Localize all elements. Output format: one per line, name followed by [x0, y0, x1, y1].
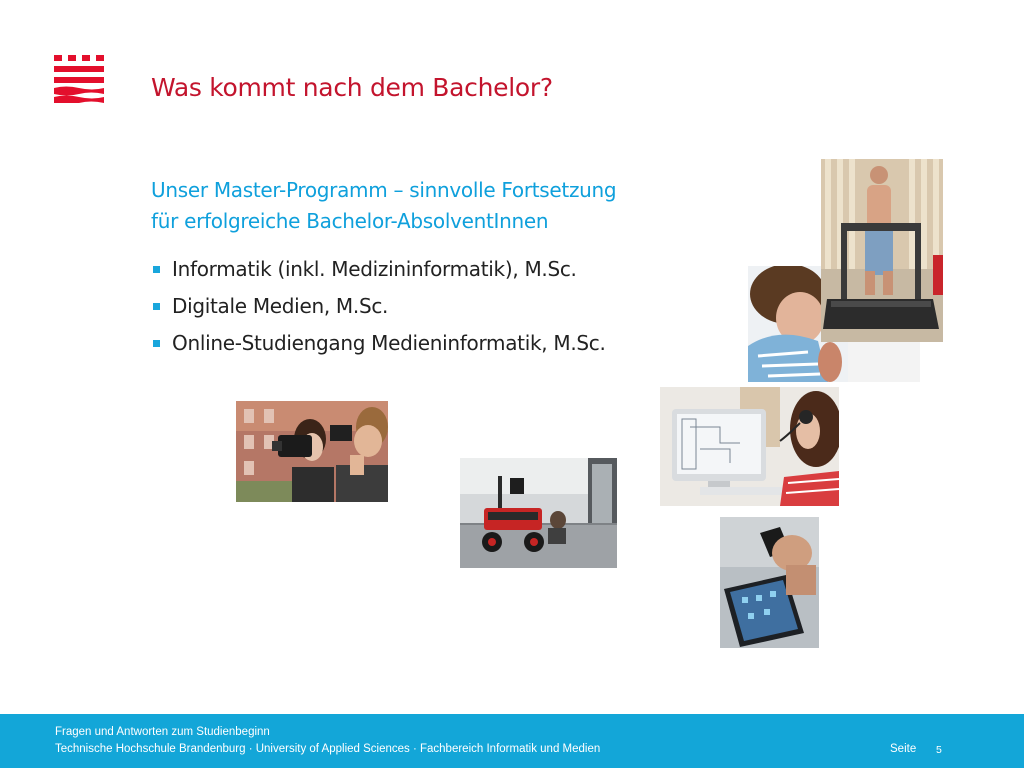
slide-title: Was kommt nach dem Bachelor? [151, 73, 553, 102]
slide-subtitle [151, 175, 711, 237]
list-item-label: Online-Studiengang Medieninformatik, M.Sc. [172, 331, 606, 355]
phone-tablet-photo [720, 517, 819, 648]
university-logo [54, 55, 104, 103]
list-item [151, 331, 606, 368]
footer-event-title: Fragen und Antworten zum Studienbeginn [55, 726, 270, 738]
list-item-label: Informatik (inkl. Medizininformatik), M.Sc. [172, 257, 577, 281]
footer-page-label: Seite [890, 743, 917, 755]
robot-photo [460, 458, 617, 568]
list-item [151, 294, 606, 331]
subtitle-line: Unser Master-Programm – sinnvolle Fortsetzung [151, 178, 617, 202]
bullet-square-icon [153, 340, 160, 347]
crenellation-logo-icon [54, 55, 104, 103]
slide-footer [0, 714, 1024, 768]
footer-institution: Technische Hochschule Brandenburg · University of Applied Sciences · Fachbereich Informatik und Medien [55, 743, 601, 755]
subtitle-line: für erfolgreiche Bachelor-AbsolventInnen [151, 209, 549, 233]
video-camera-photo [236, 401, 388, 502]
list-item-label: Digitale Medien, M.Sc. [172, 294, 389, 318]
headset-computer-photo [660, 387, 839, 506]
list-item [151, 257, 606, 294]
footer-page-number: 5 [936, 744, 942, 756]
program-list [151, 257, 606, 368]
bullet-square-icon [153, 303, 160, 310]
treadmill-runner-photo [821, 159, 943, 342]
bullet-square-icon [153, 266, 160, 273]
